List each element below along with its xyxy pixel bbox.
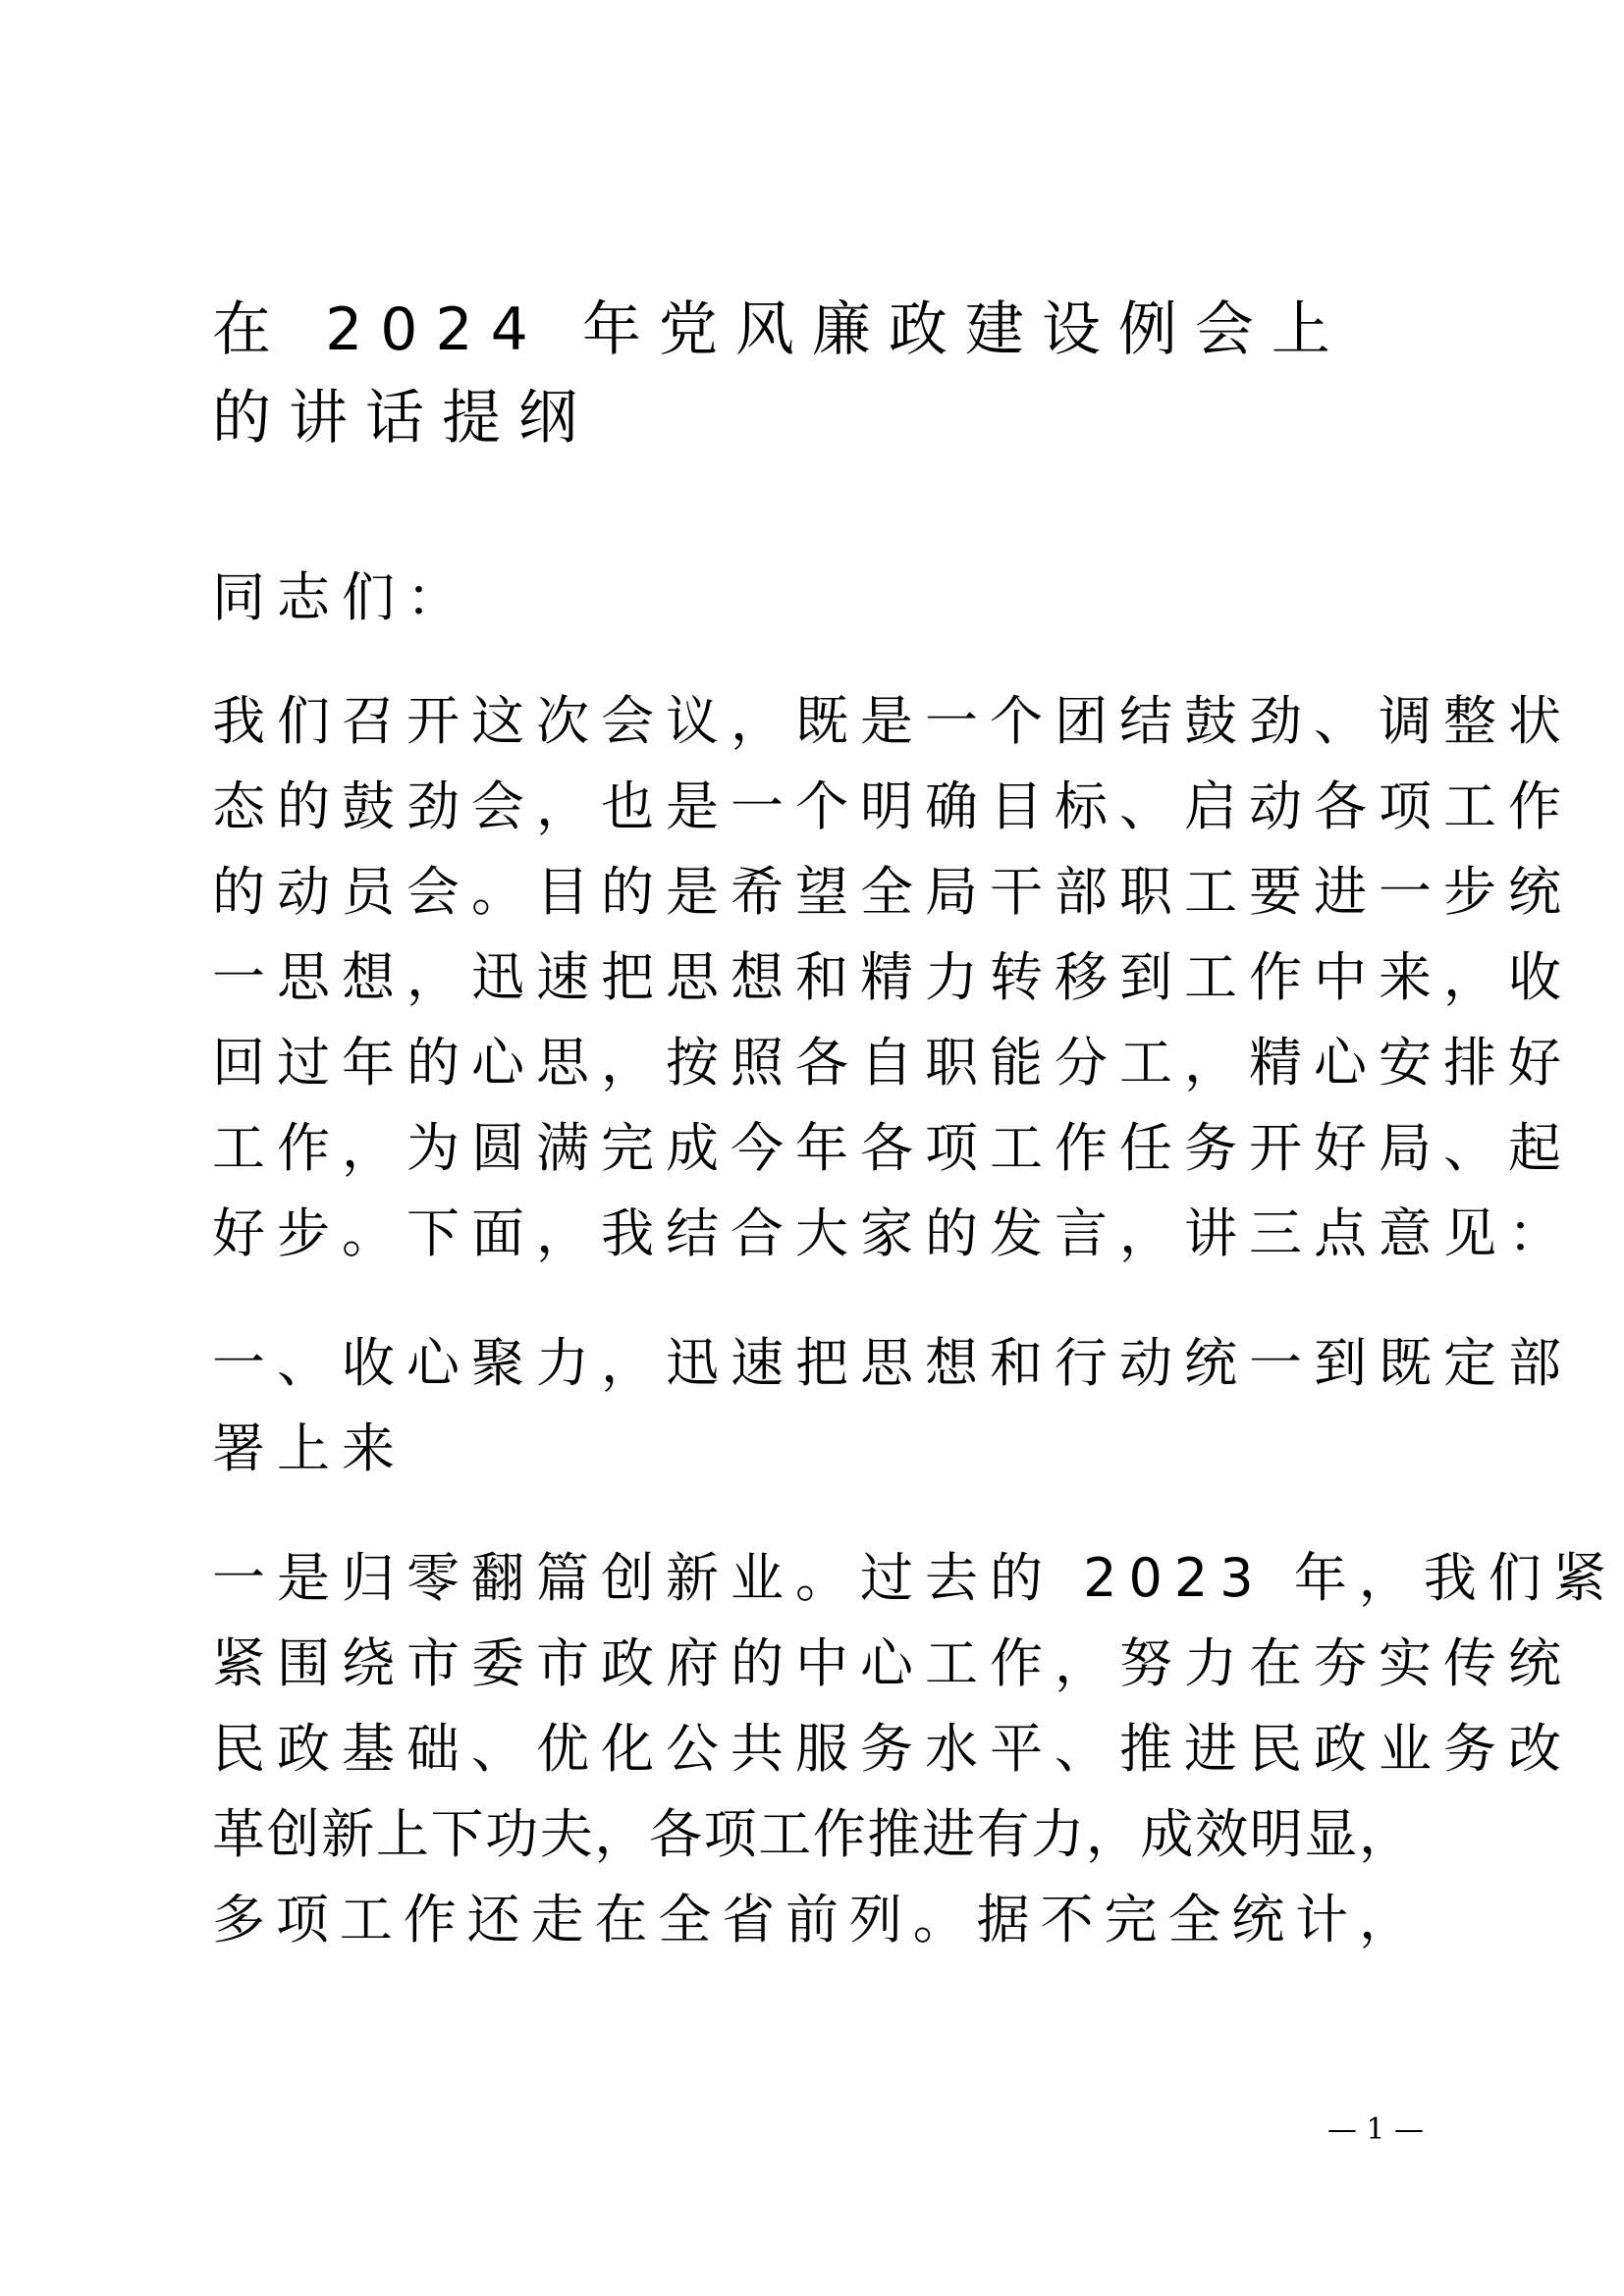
document-title-line-1: 在 2024 年党风廉政建设例会上 <box>212 295 1348 364</box>
section-1-heading-line: 署上来 <box>212 1417 406 1479</box>
salutation: 同志们： <box>212 566 471 628</box>
paragraph-2-line: 民政基础、优化公共服务水平、推进民政业务改 <box>212 1718 1573 1780</box>
paragraph-1-line: 工作，为圆满完成今年各项工作任务开好局、起 <box>212 1117 1573 1179</box>
paragraph-1-line: 态的鼓劲会，也是一个明确目标、启动各项工作 <box>212 775 1573 837</box>
paragraph-2-line: 一是归零翻篇创新业。过去的 2023 年，我们紧 <box>212 1547 1618 1609</box>
paragraph-1-line: 我们召开这次会议，既是一个团结鼓劲、调整状 <box>212 690 1573 752</box>
paragraph-2-line: 革创新上下功夫，各项工作推进有力，成效明显， <box>212 1803 1412 1865</box>
paragraph-2-line: 紧围绕市委市政府的中心工作，努力在夯实传统 <box>212 1632 1573 1694</box>
paragraph-1-line: 的动员会。目的是希望全局干部职工要进一步统 <box>212 861 1573 923</box>
page-number: — 1 — <box>1326 2112 1424 2147</box>
paragraph-1-line: 回过年的心思，按照各自职能分工，精心安排好 <box>212 1032 1573 1094</box>
paragraph-1-line: 一思想，迅速把思想和精力转移到工作中来，收 <box>212 946 1573 1008</box>
paragraph-1-line: 好步。下面，我结合大家的发言，讲三点意见： <box>212 1202 1573 1264</box>
paragraph-2-line: 多项工作还走在全省前列。据不完全统计， <box>212 1889 1412 1950</box>
section-1-heading-line: 一、收心聚力，迅速把思想和行动统一到既定部 <box>212 1332 1573 1394</box>
document-title-line-2: 的讲话提纲 <box>212 384 595 453</box>
